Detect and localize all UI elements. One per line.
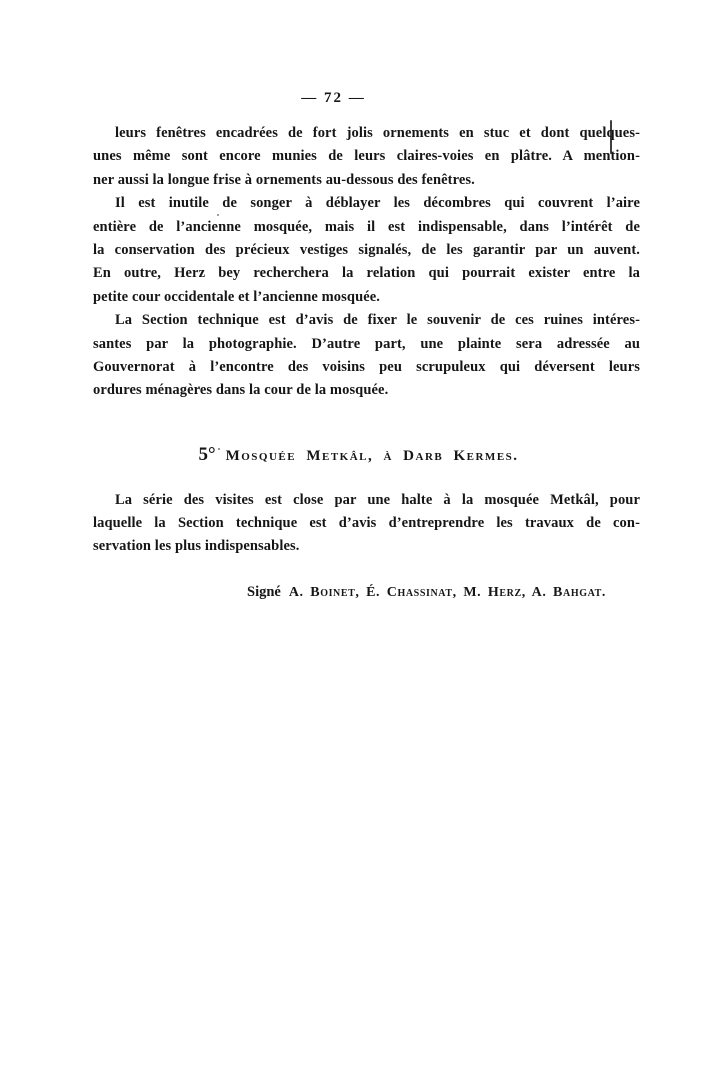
paragraph xyxy=(93,489,640,559)
heading-number: 5° xyxy=(198,443,216,465)
text-line: laquelle la Section technique est d’avis d’entreprendre les travaux de con- xyxy=(93,515,640,532)
paragraph xyxy=(93,192,640,309)
text-block xyxy=(93,91,640,601)
text-line: La série des visites est close par une halte à la mosquée Metkâl, pour xyxy=(115,491,640,508)
signature-prefix: Signé xyxy=(247,583,281,600)
section-heading xyxy=(85,443,632,467)
text-line: leurs fenêtres encadrées de fort jolis ornements en stuc et dont quelques- xyxy=(115,125,640,141)
text-line: entière de l’ancienne mosquée, mais il est indispensable, dans l’intérêt de xyxy=(93,218,640,235)
text-line: ordures ménagères dans la cour de la mosquée. xyxy=(93,382,389,399)
page-number: — 72 — xyxy=(301,90,366,106)
text-line: santes par la photographie. D’autre part, une plainte sera adressée au xyxy=(93,335,640,352)
text-line: Il est inutile de songer à déblayer les décombres qui couvrent l’aire xyxy=(115,195,640,212)
signature-line xyxy=(247,583,640,601)
text-line: petite cour occidentale et l’ancienne mosquée. xyxy=(93,288,381,305)
text-line: La Section technique est d’avis de fixer le souvenir de ces ruines intéres- xyxy=(115,312,640,329)
heading-title: Mosquée Metkâl, à Darb Kermes. xyxy=(225,447,519,464)
paragraph xyxy=(93,122,640,192)
text-line: servation les plus indispensables. xyxy=(93,538,300,555)
text-line: unes même sont encore munies de leurs claires-voies en plâtre. A mention- xyxy=(93,148,640,165)
text-line: Gouvernorat à l’encontre des voisins peu scrupuleux qui déversent leurs xyxy=(93,358,640,375)
signature-names: A. Boinet, É. Chassinat, M. Herz, A. Bahgat. xyxy=(288,584,607,600)
paragraph xyxy=(93,309,640,403)
text-line: En outre, Herz bey recherchera la relation qui pourrait exister entre la xyxy=(93,265,640,282)
text-line: la conservation des précieux vestiges signalés, de les garantir par un auvent. xyxy=(93,241,640,258)
text-line: ner aussi la longue frise à ornements au-dessous des fenêtres. xyxy=(93,171,475,188)
